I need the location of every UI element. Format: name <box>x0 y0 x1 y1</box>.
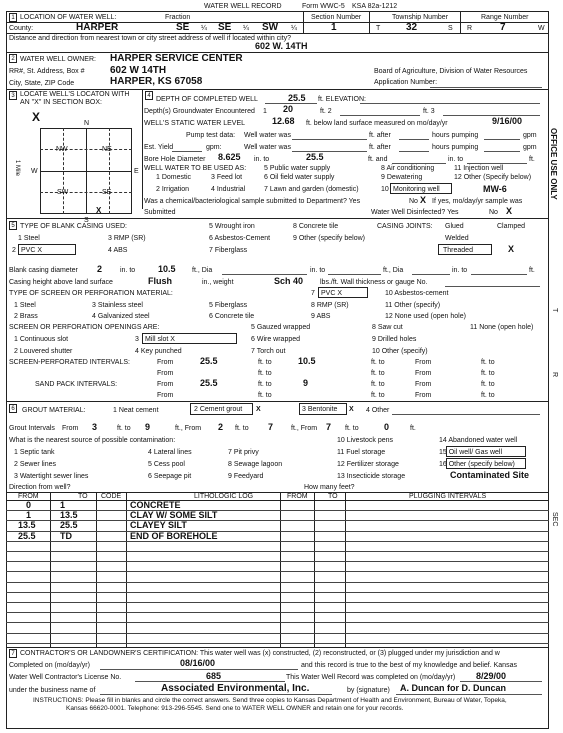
grout-cement: 2 Cement grout <box>194 406 243 413</box>
log-row-line <box>6 643 549 644</box>
township-number: 32 <box>406 22 418 33</box>
log-row-line <box>6 602 549 603</box>
casing-pvc: PVC X <box>21 247 43 254</box>
section-1-number: 1 <box>9 13 17 22</box>
log-description: END OF BOREHOLE <box>130 531 218 541</box>
static-water-label: WELL'S STATIC WATER LEVEL <box>144 120 246 127</box>
log-row-line <box>6 582 549 583</box>
log-from: 25.5 <box>18 531 36 541</box>
grout-bentonite: 3 Bentonite <box>302 406 338 413</box>
screen-to: 10.5 <box>298 356 316 366</box>
owner-value: HARPER SERVICE CENTER <box>110 53 243 64</box>
record-completed-date: 8/29/00 <box>476 671 507 681</box>
grout-to-2: 7 <box>268 422 274 432</box>
signature: A. Duncan for D. Duncan <box>400 683 507 693</box>
distance-value: 602 W. 14TH <box>255 41 308 51</box>
location-label: LOCATION OF WATER WELL: <box>20 14 117 21</box>
bore-to: 25.5 <box>306 152 324 162</box>
log-from: 0 <box>26 500 32 510</box>
casing-height: Flush <box>148 276 172 286</box>
log-row-line <box>6 592 549 593</box>
ksa-number: KSA 82a-1212 <box>352 3 398 10</box>
license-number: 685 <box>206 671 222 681</box>
board-label: Board of Agriculture, Division of Water Resources <box>374 68 528 75</box>
application-label: Application Number: <box>374 79 438 86</box>
log-row-line <box>6 633 549 634</box>
grout-from-2: 2 <box>218 422 224 432</box>
log-row-line <box>6 551 549 552</box>
log-description: CLAY W/ SOME SILT <box>130 510 218 520</box>
section-7-number: 7 <box>9 649 17 658</box>
screen-from: 25.5 <box>200 356 218 366</box>
address-label: RR#, St. Address, Box # <box>9 68 85 75</box>
casing-to: 10.5 <box>158 264 176 274</box>
log-to: 25.5 <box>60 520 78 530</box>
sand-to: 9 <box>303 378 309 388</box>
grout-to-3: 0 <box>384 422 390 432</box>
quarter-1: SE <box>176 22 190 33</box>
range-number-label: Range Number <box>481 14 529 21</box>
range-number: 7 <box>500 22 506 33</box>
section-number-label: Section Number <box>311 14 362 21</box>
screen-pvc: PVC X <box>321 290 343 297</box>
business-name: Associated Environmental, Inc. <box>161 683 310 694</box>
form-title: WATER WELL RECORD <box>204 3 282 10</box>
log-to: TD <box>60 531 72 541</box>
log-row-line <box>6 520 549 521</box>
log-to: 1 <box>60 500 66 510</box>
county-label: County: <box>9 25 34 32</box>
depth-value: 25.5 <box>288 93 306 103</box>
log-description: CLAYEY SILT <box>130 520 187 530</box>
completed-date: 08/16/00 <box>180 658 216 668</box>
casing-diameter: 2 <box>97 264 103 274</box>
section-4-number: 4 <box>145 91 153 100</box>
log-description: CONCRETE <box>130 500 181 510</box>
township-number-label: Township Number <box>392 14 449 21</box>
address-value: 602 W 14TH <box>110 65 167 76</box>
section-number: 1 <box>331 22 337 33</box>
log-to: 13.5 <box>60 510 78 520</box>
section-3-number: 3 <box>9 91 17 100</box>
county-value: HARPER <box>76 22 119 33</box>
opening-mill-slot: Mill slot X <box>145 336 175 343</box>
use-other-value: MW-6 <box>483 184 507 194</box>
city-value: HARPER, KS 67058 <box>110 76 203 87</box>
section-6-number: 6 <box>9 404 17 413</box>
log-row-line <box>6 622 549 623</box>
casing-weight: Sch 40 <box>274 276 304 286</box>
use-monitoring-well: Monitoring well <box>393 186 440 193</box>
grout-from-3: 7 <box>326 422 332 432</box>
bore-diameter: 8.625 <box>218 152 241 162</box>
joints-threaded: Threaded <box>443 247 473 254</box>
grout-from-1: 3 <box>92 422 98 432</box>
log-row-line <box>6 561 549 562</box>
quarter-2: SE <box>218 22 232 33</box>
log-row-line <box>6 612 549 613</box>
office-use-only: OFFICE USE ONLY <box>549 128 558 200</box>
section-mark-x: X <box>32 110 41 124</box>
locate-label-1: LOCATE WELL'S LOCATON WITH <box>20 91 130 98</box>
fraction-label: Fraction <box>165 14 191 21</box>
locate-label-2: AN "X" IN SECTION BOX: <box>20 99 102 106</box>
city-label: City, State, ZIP Code <box>9 80 75 87</box>
section-2-number: 2 <box>9 54 17 63</box>
quarter-3: SW <box>262 22 279 33</box>
form-number: Form WWC-5 <box>302 3 345 10</box>
section-5-number: 5 <box>9 221 17 230</box>
log-from: 1 <box>26 510 32 520</box>
static-water-level: 12.68 <box>272 116 295 126</box>
distance-label: Distance and direction from nearest town or city street address of well if located within city? <box>9 35 292 42</box>
sand-from: 25.5 <box>200 378 218 388</box>
grout-to-1: 9 <box>145 422 151 432</box>
depth-label: DEPTH OF COMPLETED WELL <box>156 96 258 103</box>
grid-mark-x: X <box>96 206 102 215</box>
static-water-date: 9/16/00 <box>492 116 523 126</box>
groundwater-1: 20 <box>283 104 294 114</box>
groundwater-label: Depth(s) Groundwater Encountered <box>144 108 255 115</box>
log-row-line <box>6 571 549 572</box>
owner-label: WATER WELL OWNER: <box>20 56 96 63</box>
contamination-other: Contaminated Site <box>450 470 530 480</box>
log-row-line <box>6 541 549 542</box>
log-row-line <box>6 510 549 511</box>
log-row-line <box>6 531 549 532</box>
log-from: 13.5 <box>18 520 36 530</box>
